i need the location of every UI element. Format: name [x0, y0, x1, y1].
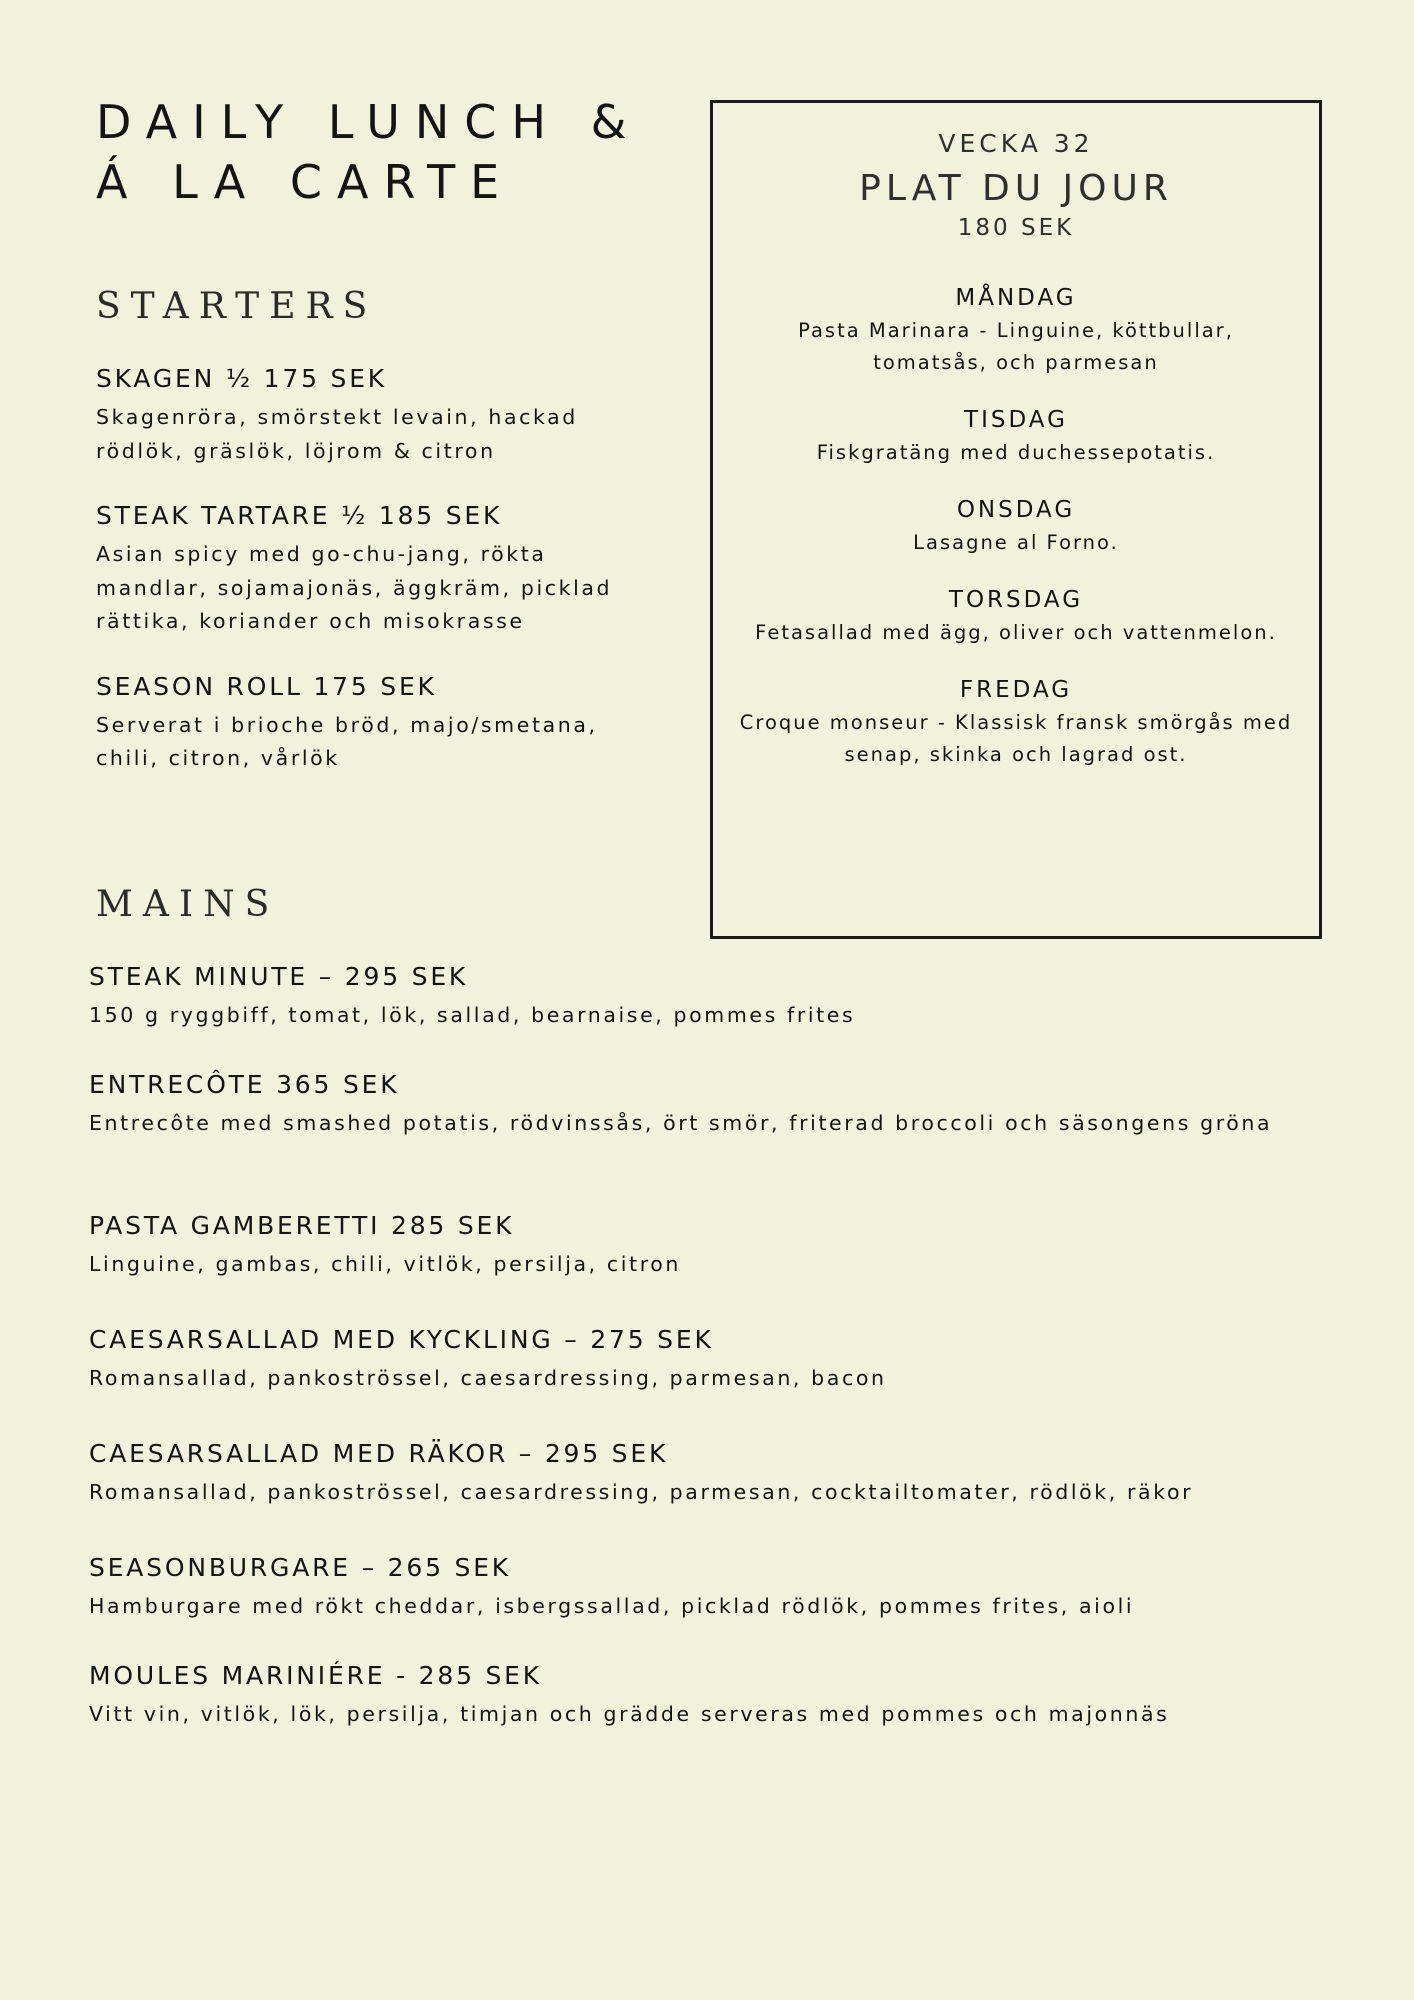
- list-item: [89, 1439, 1349, 1553]
- item-title: PASTA GAMBERETTI 285 SEK: [89, 1211, 515, 1240]
- day-name: MÅNDAG: [955, 285, 1077, 311]
- day-item: [713, 497, 1319, 559]
- item-description: Serverat i brioche bröd, majo/smetana, chili, citron, vårlök: [96, 712, 598, 770]
- list-item: [89, 1661, 1349, 1769]
- day-item: [713, 407, 1319, 469]
- item-title: SEASON ROLL 175 SEK: [96, 671, 437, 701]
- item-description: Vitt vin, vitlök, lök, persilja, timjan och grädde serveras med pommes och majonnäs: [89, 1702, 1170, 1726]
- item-title: CAESARSALLAD MED RÄKOR – 295 SEK: [89, 1439, 669, 1468]
- starters-heading: STARTERS: [96, 286, 378, 327]
- day-item: [713, 677, 1319, 771]
- list-item: [96, 364, 656, 468]
- mains-list: [89, 962, 1349, 1769]
- item-title: ENTRECÔTE 365 SEK: [89, 1070, 400, 1099]
- item-description: Romansallad, pankoströssel, caesardressing, parmesan, cocktailtomater, rödlök, räkor: [89, 1480, 1194, 1504]
- menu-title: [96, 92, 696, 212]
- item-description: Skagenröra, smörstekt levain, hackad rödlök, gräslök, löjrom & citron: [96, 405, 578, 463]
- item-title: SEASONBURGARE – 265 SEK: [89, 1553, 511, 1582]
- item-title: STEAK TARTARE ½ 185 SEK: [96, 501, 503, 530]
- item-description: Romansallad, pankoströssel, caesardressing, parmesan, bacon: [89, 1366, 887, 1390]
- plat-du-jour-title: PLAT DU JOUR: [859, 168, 1173, 209]
- day-dish: Croque monseur - Klassisk fransk smörgås med senap, skinka och lagrad ost.: [739, 711, 1293, 766]
- item-description: 150 g ryggbiff, tomat, lök, sallad, bearnaise, pommes frites: [89, 1003, 856, 1027]
- item-title: MOULES MARINIÉRE - 285 SEK: [89, 1661, 542, 1690]
- list-item: [96, 501, 656, 639]
- menu-title-line2: Á LA CARTE: [96, 155, 515, 209]
- item-title: CAESARSALLAD MED KYCKLING – 275 SEK: [89, 1325, 714, 1354]
- mains-heading: MAINS: [96, 884, 280, 925]
- item-title: SKAGEN ½ 175 SEK: [96, 364, 388, 393]
- list-item: [89, 1070, 1349, 1211]
- menu-title-line1: DAILY LUNCH &: [96, 95, 642, 149]
- list-item: [89, 1553, 1349, 1661]
- item-title: STEAK MINUTE – 295 SEK: [89, 962, 469, 991]
- starters-list: [96, 364, 656, 809]
- day-name: TISDAG: [964, 407, 1068, 433]
- list-item: [89, 1325, 1349, 1439]
- item-description: Asian spicy med go-chu-jang, rökta mandlar, sojamajonäs, äggkräm, picklad rättika, koriander och misokrasse: [96, 542, 613, 633]
- item-description: Entrecôte med smashed potatis, rödvinssås, ört smör, friterad broccoli och säsongens gröna: [89, 1111, 1273, 1135]
- day-name: ONSDAG: [956, 497, 1076, 523]
- day-dish: Fiskgratäng med duchessepotatis.: [816, 441, 1216, 464]
- list-item: [89, 1211, 1349, 1325]
- list-item: [96, 672, 656, 776]
- day-item: [713, 587, 1319, 649]
- day-name: FREDAG: [959, 677, 1073, 703]
- list-item: [89, 962, 1349, 1070]
- day-item: [713, 285, 1319, 379]
- plat-du-jour-price: 180 SEK: [957, 215, 1075, 241]
- week-label: VECKA 32: [938, 129, 1094, 158]
- day-name: TORSDAG: [948, 587, 1084, 613]
- item-description: Hamburgare med rökt cheddar, isbergssallad, picklad rödlök, pommes frites, aioli: [89, 1594, 1135, 1618]
- day-dish: Lasagne al Forno.: [913, 531, 1119, 554]
- day-dish: Pasta Marinara - Linguine, köttbullar, tomatsås, och parmesan: [798, 319, 1234, 374]
- day-dish: Fetasallad med ägg, oliver och vattenmelon.: [755, 621, 1277, 644]
- item-description: Linguine, gambas, chili, vitlök, persilja, citron: [89, 1252, 682, 1276]
- plat-du-jour-box: [710, 100, 1322, 939]
